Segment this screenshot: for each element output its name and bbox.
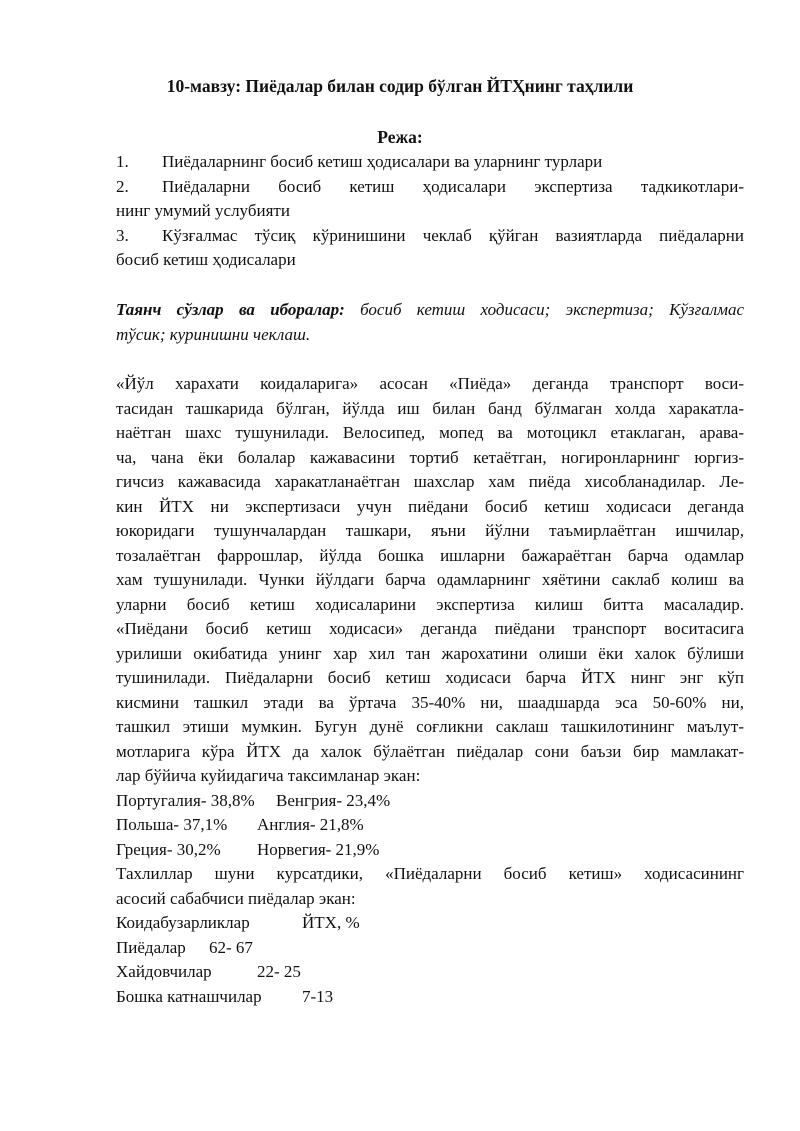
body-line: кин ЙТХ ни экспертизаси учун пиёдани босиб кетиш ходисаси деганда [116, 496, 744, 516]
country-stat: Англия- 21,8% [257, 815, 364, 834]
body-line: Тахлиллар шуни курсатдики, «Пиёдаларни босиб кетиш» ходисасининг [116, 864, 744, 883]
body-line: ча, чана ёки болалар кажавасини тортиб кетаётган, ногиронларнинг юргиз- [116, 447, 744, 467]
body-line: уларни босиб кетиш ходисаларини экспертиза килиш битта масаладир. [116, 594, 744, 614]
violators-row [116, 985, 744, 1010]
violators-cell: 62- 67 [209, 937, 253, 957]
country-stat: Венгрия- 23,4% [276, 790, 391, 810]
violators-row [116, 936, 744, 961]
keywords-label: Таянч сўзлар ва иборалар: [116, 300, 345, 319]
country-row [116, 813, 744, 838]
country-row [116, 838, 744, 863]
plan-item [116, 175, 744, 224]
plan-item-text: нинг умумий услубияти [116, 201, 290, 220]
violators-header-row [116, 911, 744, 936]
country-stat: Польша- 37,1% [116, 815, 228, 834]
plan-item-number: 1. [116, 152, 129, 171]
body-line: «Йўл харахати коидаларига» асосан «Пиёда» деганда транспорт воси- [116, 374, 744, 393]
body-line: юкоридаги тушунчалардан ташкари, яъни йўлни таъмирлаётган ишчилар, [116, 521, 744, 540]
body-line: хам тушунилади. Чунки йўлдаги барча одамларнинг хяётини саклаб колиш ва [116, 570, 744, 589]
body-line: тушинилади. Пиёдаларни босиб кетиш ходисаси барча ЙТХ нинг энг кўп [116, 668, 744, 687]
body-line: асосий сабабчиси пиёдалар экан: [116, 888, 356, 908]
plan-item [116, 150, 744, 175]
violators-cell: 22- 25 [257, 962, 301, 981]
country-stat: Греция- 30,2% [116, 839, 221, 859]
body-line: урилиши окибатида унинг хар хил тан жарохатини олиши ёки халок бўлиши [116, 643, 744, 663]
body-line: тасидан ташкарида бўлган, йўлда иш билан банд бўлмаган холда харакатла- [116, 398, 744, 418]
violators-header-cell: Коидабузарликлар [116, 913, 250, 932]
violators-cell: 7-13 [302, 986, 334, 1006]
plan-item-text: Пиёдаларни босиб кетиш ҳодисалари экспертиза тадкикотлари- [162, 176, 744, 196]
plan-item-text: босиб кетиш ҳодисалари [116, 250, 296, 269]
violators-cell: Бошка катнашчилар [116, 986, 262, 1006]
keywords-block [116, 298, 744, 347]
body-line: наётган шахс тушунилади. Велосипед, мопед ва мотоцикл етаклаган, арава- [116, 423, 744, 442]
plan-item-number: 2. [116, 176, 129, 196]
body-line: мотларига кўра ЙТХ да халок бўлаётган пиёдалар сони баъзи бир мамлакат- [116, 741, 744, 761]
plan-item [116, 224, 744, 273]
keywords-text: тўсик; куринишни чеклаш. [116, 324, 311, 344]
plan-item-text: Кўзғалмас тўсиқ кўринишини чеклаб қўйган вазиятларда пиёдаларни [162, 225, 744, 245]
plan-item-text: Пиёдаларнинг босиб кетиш ҳодисалари ва уларнинг турлари [162, 152, 603, 171]
plan-item-number: 3. [116, 225, 129, 245]
violators-header-cell: ЙТХ, % [302, 913, 360, 932]
body-line: тозалаётган фаррошлар, йўлда бошка ишларни бажараётган барча одамлар [116, 545, 744, 565]
keywords-text: босиб кетиш ходисаси; экспертиза; Кўзғалмас [360, 300, 745, 319]
country-stat: Португалия- 38,8% [116, 790, 255, 810]
plan-heading: Режа: [377, 127, 423, 147]
country-row [116, 789, 744, 814]
body-text [116, 372, 744, 1009]
body-line: лар бўйича куйидагича таксимланар экан: [116, 766, 421, 785]
plan-list [116, 150, 744, 273]
body-line: «Пиёдани босиб кетиш ходисаси» деганда пиёдани транспорт воситасига [116, 619, 744, 638]
page-title: 10-мавзу: Пиёдалар билан содир бўлган ЙТҲнинг таҳлили [166, 76, 634, 96]
violators-row [116, 960, 744, 985]
body-line: ташкил этиши мумкин. Бугун дунё соғликни саклаш ташкилотининг маълут- [116, 717, 744, 736]
violators-cell: Хайдовчилар [116, 962, 212, 981]
body-line: кисмини ташкил этади ва ўртача 35-40% ни, шаадшарда эса 50-60% ни, [116, 692, 744, 712]
country-stat: Норвегия- 21,9% [257, 839, 380, 859]
body-line: гичсиз кажавасида харакатланаётган шахслар хам пиёда хисобланадилар. Ле- [116, 472, 744, 491]
violators-cell: Пиёдалар [116, 937, 186, 957]
